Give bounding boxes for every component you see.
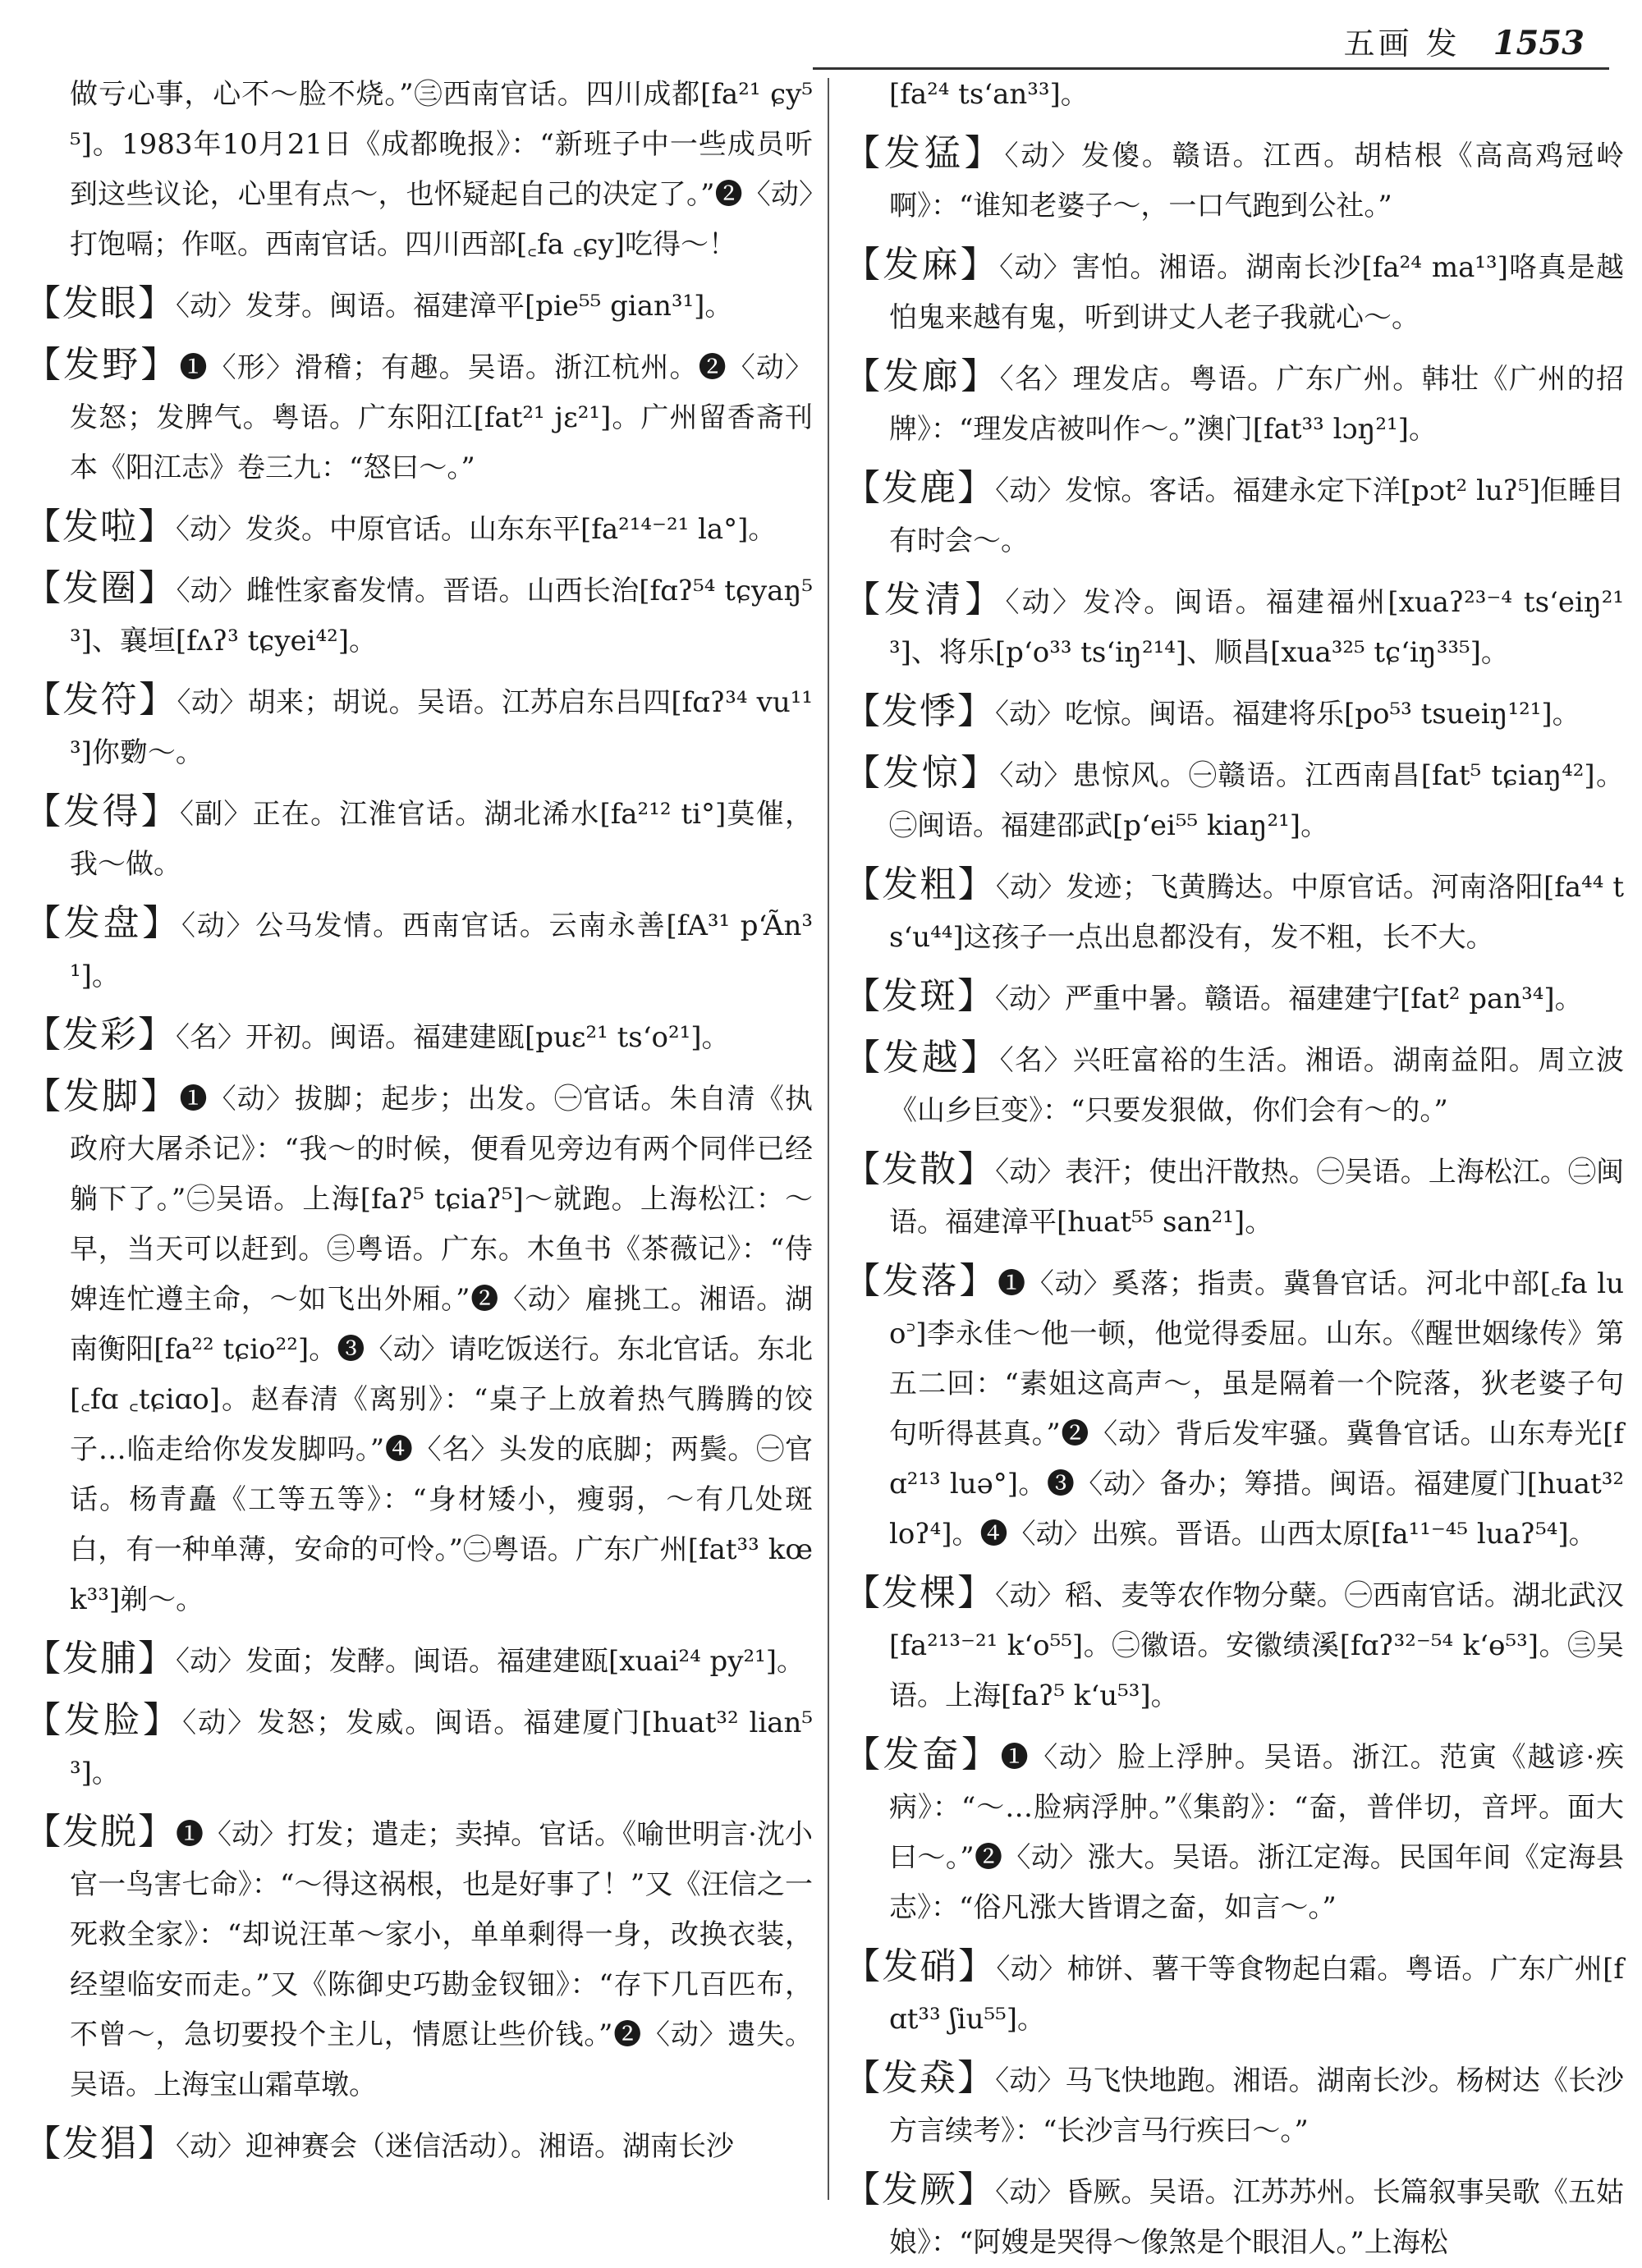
dictionary-entry [25,1010,813,1063]
entry-headword: 【发猋】 [844,2057,996,2099]
entry-headword: 【发猖】 [25,2123,176,2165]
dictionary-entry [25,502,813,555]
dictionary-entry [844,70,1624,120]
entry-definition: 〈动〉发面；发酵。闽语。福建建瓯[xuai²⁴ py²¹]。 [176,1645,805,1678]
entry-headword: 【发硝】 [844,1945,997,1987]
entry-headword: 【发麻】 [844,244,1000,286]
entry-headword: 【发脯】 [25,1638,176,1679]
dictionary-entry [25,1633,813,1687]
dictionary-entry [844,1568,1624,1721]
entry-definition: 〈动〉发惊。客话。福建永定下洋[pɔt² luʔ⁵]佢睡目有时会～。 [889,474,1624,557]
entry-definition: 〈动〉发炎。中原官话。山东东平[fa²¹⁴⁻²¹ la°]。 [176,513,777,546]
running-head: 五画 发 [1343,25,1461,62]
entry-definition: 〈动〉公马发情。西南官话。云南永善[fA³¹ p‘Ãn³¹]。 [70,909,814,992]
entry-definition: 〈动〉害怕。湘语。湖南长沙[fa²⁴ ma¹³]咯真是越怕鬼来越有鬼，听到讲丈人老子我就心～。 [889,251,1625,334]
entry-definition: 〈动〉马飞快地跑。湘语。湖南长沙。杨树达《长沙方言续考》：“长沙言马行疾曰～。” [889,2064,1625,2147]
column-divider [828,78,829,2200]
entry-headword: 【发圈】 [25,567,177,609]
entry-definition: 〈名〉兴旺富裕的生活。湘语。湖南益阳。周立波《山乡巨变》：“只要发狠做，你们会有～的。” [889,1044,1625,1127]
entry-definition: 〈动〉昏厥。吴语。江苏苏州。长篇叙事吴歌《五姑娘》：“阿嫂是哭得～像煞是个眼泪人。”上海松 [889,2176,1625,2259]
entry-headword: 【发猛】 [844,132,1005,174]
entry-headword: 【发清】 [844,579,1006,621]
entry-headword: 【发脚】 [25,1075,180,1117]
dictionary-entry [844,1256,1624,1560]
dictionary-entry [844,1730,1624,1933]
entry-definition: ❶〈动〉奚落；指责。冀鲁官话。河北中部[꜀fa luo꜄]李永佳～他一顿，他觉得委屈。山东。《醒世姻缘传》第五二回：“素姐这高声～，虽是隔着一个院落，狄老婆子句句听得甚真。”❷〈动〉背后发牢骚。冀鲁官话。山东寿光[fɑ²¹³ luə°]。❸〈动〉备办；筹措。闽语。福建厦门[huat³² loʔ⁴]。❹〈动〉出殡。晋语。山西太原[fa¹¹⁻⁴⁵ luaʔ⁵⁴]。 [889,1267,1624,1551]
dictionary-entry [25,675,813,778]
dictionary-entry [844,1144,1624,1248]
dictionary-entry [25,563,813,667]
dictionary-entry [25,898,813,1001]
dictionary-entry [844,351,1624,455]
entry-definition: 〈动〉严重中暑。赣语。福建建宁[fat² pan³⁴]。 [995,983,1583,1015]
dictionary-entry [25,2119,813,2172]
entry-headword: 【发野】 [25,344,180,386]
dictionary-entry [844,128,1624,231]
entry-definition: 〈名〉开初。闽语。福建建瓯[puɛ²¹ ts‘o²¹]。 [176,1021,730,1054]
entry-definition: [fa²⁴ ts‘an³³]。 [889,78,1089,111]
entry-definition: 〈动〉吃惊。闽语。福建将乐[po⁵³ tsueiŋ¹²¹]。 [995,698,1580,731]
dictionary-entry [844,575,1624,678]
entry-definition: 〈动〉发傻。赣语。江西。胡桔根《高高鸡冠岭啊》：“谁知老婆子～，一口气跑到公社。” [889,140,1624,222]
entry-headword: 【发落】 [844,1260,998,1302]
entry-headword: 【发脸】 [25,1699,183,1741]
entry-definition: 〈动〉患惊风。㊀赣语。江西南昌[fat⁵ tɕiaŋ⁴²]。㊁闽语。福建邵武[p‘ei⁵⁵ kiaŋ²¹]。 [889,759,1624,842]
entry-headword: 【发眼】 [25,282,176,324]
entry-definition: 〈动〉胡来；胡说。吴语。江苏启东吕四[fɑʔ³⁴ vu¹¹³]你覅～。 [70,686,814,769]
dictionary-entry [844,1941,1624,2045]
page-number: 1553 [1493,24,1585,62]
dictionary-entry [25,1071,813,1625]
entry-headword: 【发越】 [844,1037,1000,1079]
dictionary-entry [844,859,1624,963]
entry-definition: 〈动〉表汗；使出汗散热。㊀吴语。上海松江。㊁闽语。福建漳平[huat⁵⁵ san²¹]。 [889,1156,1625,1239]
entry-headword: 【发奤】 [844,1734,1001,1775]
dictionary-entry [844,686,1624,740]
dictionary-entry [25,340,813,493]
dictionary-entry [25,1695,813,1798]
entry-headword: 【发廊】 [844,355,1000,397]
entry-headword: 【发粗】 [844,864,996,905]
entry-headword: 【发散】 [844,1148,996,1190]
dictionary-entry [25,1807,813,2110]
entry-headword: 【发符】 [25,679,177,721]
right-column [844,70,1625,2259]
entry-headword: 【发啦】 [25,506,176,548]
entry-headword: 【发得】 [25,790,180,832]
entry-definition: 〈动〉稻、麦等农作物分蘖。㊀西南官话。湖北武汉[fa²¹³⁻²¹ k‘o⁵⁵]。㊁徽语。安徽绩溪[fɑʔ³²⁻⁵⁴ k‘ɵ⁵³]。㊂吴语。上海[faʔ⁵ k‘u⁵³]。 [889,1579,1625,1712]
entry-definition: 〈动〉柿饼、薯干等食物起白霜。粤语。广东广州[fɑt³³ ʃiu⁵⁵]。 [889,1953,1624,2036]
entry-definition: 〈名〉理发店。粤语。广东广州。韩壮《广州的招牌》：“理发店被叫作～。”澳门[fat³³ lɔŋ²¹]。 [889,363,1625,446]
entry-headword: 【发厥】 [844,2169,996,2211]
entry-headword: 【发棵】 [844,1572,996,1614]
dictionary-entry [844,748,1624,851]
entry-headword: 【发盘】 [25,902,181,944]
dictionary-entry [844,2053,1624,2156]
dictionary-entry [844,971,1624,1024]
dictionary-entry [25,278,813,332]
entry-definition: ❶〈动〉脸上浮肿。吴语。浙江。范寅《越谚·疾病》：“～…脸病浮肿。”《集韵》：“奤，普伴切，音坪。面大曰～。”❷〈动〉涨大。吴语。浙江定海。民国年间《定海县志》：“俗凡涨大皆谓之奤，如言～。” [889,1741,1624,1924]
page-header [1344,18,1585,67]
dictionary-entry [844,463,1624,566]
entry-definition: 做亏心事，心不～脸不烧。”㊂西南官话。四川成都[fa²¹ ɕy⁵⁵]。1983年10月21日《成都晚报》：“新班子中一些成员听到这些议论，心里有点～，也怀疑起自己的决定了。”❷〈动〉打饱嗝；作呕。西南官话。四川西部[꜀fa ꜀ɕy]吃得～！ [70,78,813,261]
entry-headword: 【发悸】 [844,690,995,732]
dictionary-entry [25,786,813,890]
entry-definition: 〈动〉发冷。闽语。福建福州[xuaʔ²³⁻⁴ ts‘eiŋ²¹³]、将乐[p‘o³³ ts‘iŋ²¹⁴]、顺昌[xua³²⁵ tɕ‘iŋ³³⁵]。 [889,586,1624,669]
entry-definition: ❶〈形〉滑稽；有趣。吴语。浙江杭州。❷〈动〉发怒；发脾气。粤语。广东阳江[fat²¹ jɛ²¹]。广州留香斋刊本《阳江志》卷三九：“怒曰～。” [70,351,814,484]
dictionary-entry [844,2165,1624,2268]
dictionary-entry [844,1033,1624,1136]
entry-headword: 【发脱】 [25,1811,177,1853]
dictionary-entry [844,240,1624,343]
entry-definition: 〈动〉发芽。闽语。福建漳平[pie⁵⁵ gian³¹]。 [176,290,733,323]
dictionary-entry [25,70,813,270]
entry-headword: 【发彩】 [25,1014,176,1056]
entry-headword: 【发斑】 [844,975,995,1017]
entry-definition: 〈动〉发怒；发威。闽语。福建厦门[huat³² lian⁵³]。 [70,1707,813,1789]
entry-definition: ❶〈动〉拔脚；起步；出发。㊀官话。朱自清《执政府大屠杀记》：“我～的时候，便看见旁边有两个同伴已经躺下了。”㊁吴语。上海[faʔ⁵ tɕiaʔ⁵]～就跑。上海松江：～早，当天可以赶到。㊂粤语。广东。木鱼书《茶薇记》：“侍婢连忙遵主命，～如飞出外厢。”❷〈动〉雇挑工。湘语。湖南衡阳[fa²² tɕio²²]。❸〈动〉请吃饭送行。东北官话。东北[꜀fɑ ꜀tɕiɑo]。赵春清《离别》：“桌子上放着热气腾腾的饺子…临走给你发发脚吗。”❹〈名〉头发的底脚；两鬓。㊀官话。杨青矗《工等五等》：“身材矮小，瘦弱，～有几处斑白，有一种单薄，安命的可怜。”㊁粤语。广东广州[fat³³ kœk³³]剃～。 [70,1083,814,1616]
entry-definition: 〈动〉迎神赛会（迷信活动）。湘语。湖南长沙 [176,2130,734,2163]
entry-headword: 【发鹿】 [844,467,996,509]
entry-headword: 【发惊】 [844,752,1000,794]
entry-definition: ❶〈动〉打发；遣走；卖掉。官话。《喻世明言·沈小官一鸟害七命》：“～得这祸根，也是好事了！”又《汪信之一死救全家》：“却说汪革～家小，单单剩得一身，改换衣装，经望临安而走。”又《陈御史巧勘金钗钿》：“存下几百匹布，不曾～，急切要投个主儿，情愿让些价钱。”❷〈动〉遗失。吴语。上海宝山霜草墩。 [70,1818,813,2101]
entry-definition: 〈副〉正在。江淮官话。湖北浠水[fa²¹² ti°]莫催，我～做。 [70,798,813,881]
entry-definition: 〈动〉雌性家畜发情。晋语。山西长治[fɑʔ⁵⁴ tɕyaŋ⁵³]、襄垣[fʌʔ³ tɕyei⁴²]。 [70,575,814,657]
left-column [25,70,813,2208]
entry-definition: 〈动〉发迹；飞黄腾达。中原官话。河南洛阳[fa⁴⁴ ts‘u⁴⁴]这孩子一点出息都没有，发不粗，长不大。 [889,871,1624,954]
